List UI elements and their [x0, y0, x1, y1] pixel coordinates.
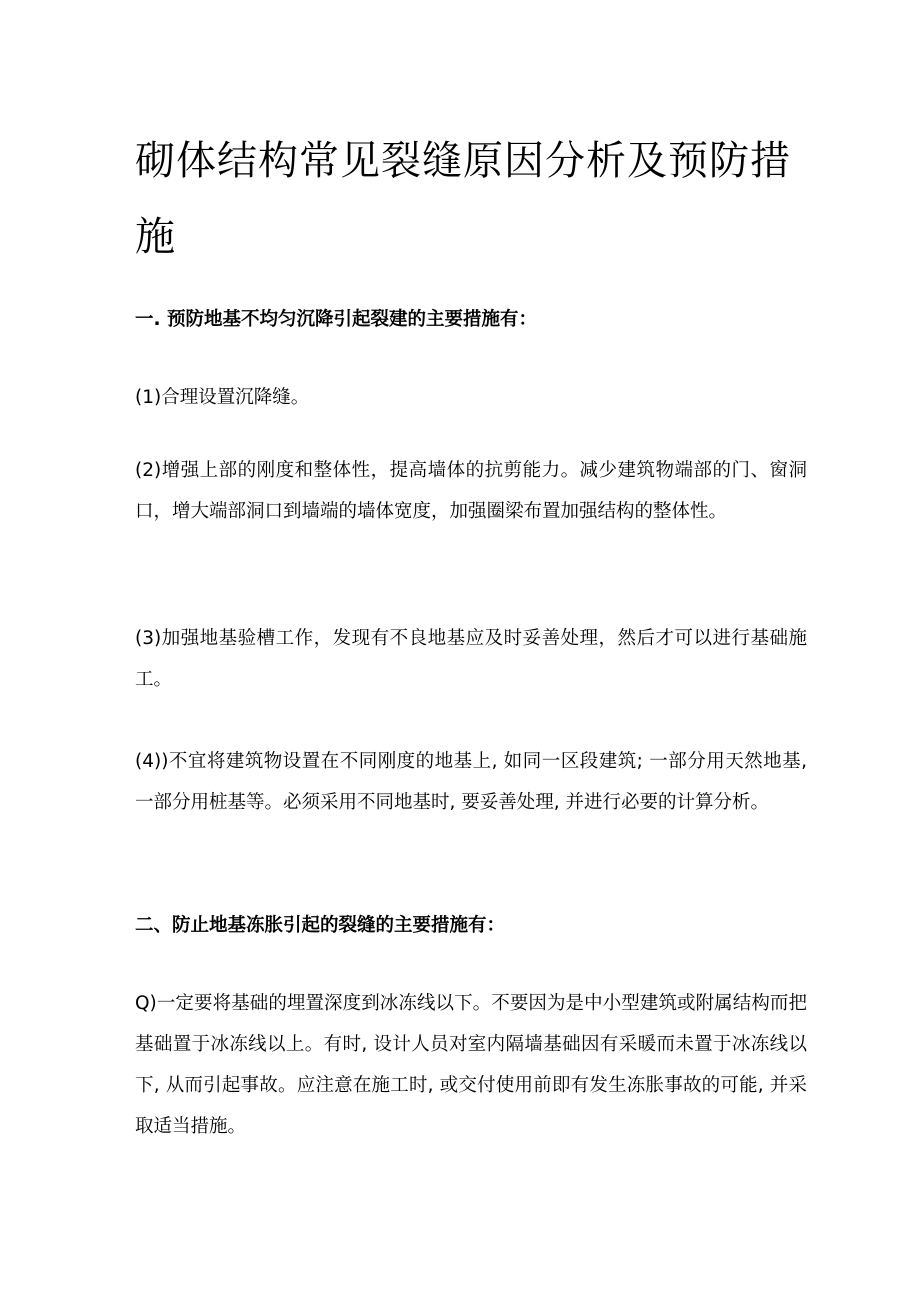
measure-item-1: (1)合理设置沉降缝。 [135, 387, 310, 408]
section-heading-2: 二、防止地基冻胀引起的裂缝的主要措施有： [135, 915, 506, 936]
document-title: 砌体结构常见裂缝原因分析及预防措施 [135, 138, 791, 260]
frost-measure-item-1: Q)一定要将基础的埋置深度到冰冻线以下。不要因为是中小型建筑或附属结构而把基础置于冰冻线以上。有时, 设计人员对室内隔墙基础因有采暖而未置于冰冻线以下, 从而引起事故。应注意在施工时, 或交付使用前即有发生冻胀事故的可能, 并采取适当措施。 [135, 993, 807, 1137]
measure-item-4: (4))不宜将建筑物设置在不同刚度的地基上, 如同一区段建筑; 一部分用天然地基, 一部分用桩基等。必须采用不同地基时, 要妥善处理, 并进行必要的计算分析。 [135, 751, 807, 813]
section-heading-1: 一. 预防地基不均匀沉降引起裂建的主要措施有： [135, 309, 537, 330]
measure-item-2: (2)增强上部的刚度和整体性，提高墙体的抗剪能力。减少建筑物端部的门、窗洞口，增大端部洞口到墙端的墙体宽度，加强圈梁布置加强结构的整体性。 [135, 460, 807, 522]
measure-item-3: (3)加强地基验槽工作，发现有不良地基应及时妥善处理，然后才可以进行基础施工。 [135, 628, 807, 690]
